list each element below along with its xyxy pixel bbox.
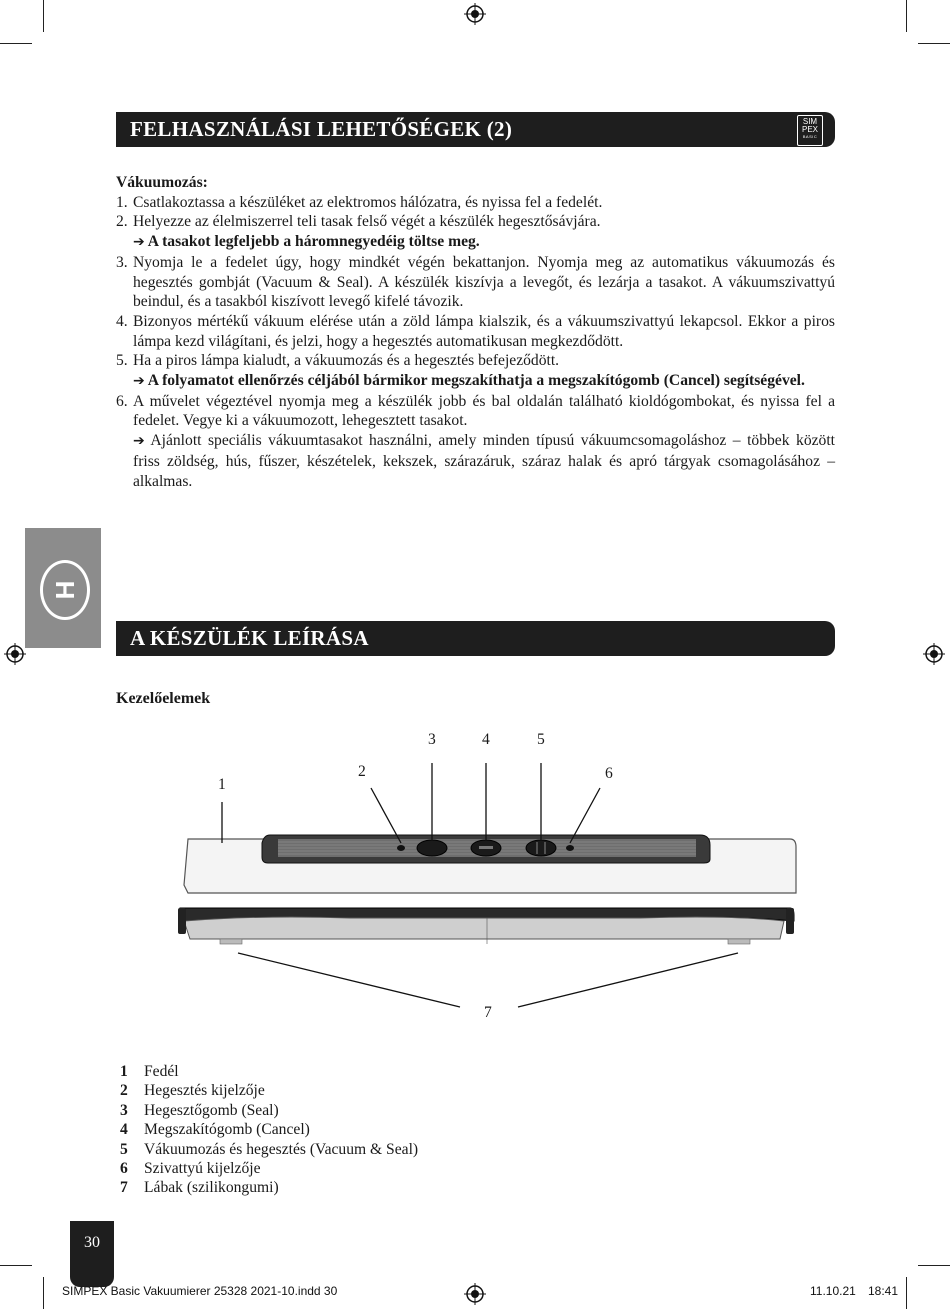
item-text: Bizonyos mértékű vákuum elérése után a zöld lámpa kialszik, és a vákuumszivattyú lekapcsol. Ekkor a piros lámpa kezd világítani, és jelzi, hogy a hegesztés automatikusan megkezdődött. — [133, 312, 835, 350]
legend-row — [120, 1081, 418, 1100]
registration-mark-icon — [464, 3, 486, 25]
registration-mark-icon — [4, 643, 26, 665]
legend-label: Hegesztőgomb (Seal) — [144, 1101, 279, 1119]
list-item — [116, 392, 835, 431]
legend-row — [120, 1101, 418, 1120]
item-number: 2. — [116, 213, 128, 231]
legend-label: Vákuumozás és hegesztés (Vacuum & Seal) — [144, 1140, 419, 1158]
registration-mark-icon — [464, 1283, 486, 1305]
item-number: 1. — [116, 193, 128, 211]
vacuum-instructions — [116, 173, 835, 491]
callout-label: 5 — [537, 731, 545, 748]
note — [116, 431, 835, 491]
callout-label: 1 — [218, 776, 226, 793]
device-foot — [220, 939, 242, 944]
subsection-heading: Vákuumozás: — [116, 174, 208, 191]
crop-mark — [0, 1265, 32, 1266]
callout-label: 6 — [605, 765, 613, 782]
item-number: 3. — [116, 253, 128, 271]
legend-row — [120, 1140, 418, 1159]
registration-mark-icon — [923, 643, 945, 665]
logo-text: PEX — [801, 125, 818, 134]
logo-text: BASIC — [802, 134, 818, 139]
legend-number: 2 — [120, 1082, 128, 1100]
legend-number: 3 — [120, 1101, 128, 1119]
section-header-bar — [116, 112, 835, 147]
section-title: FELHASZNÁLÁSI LEHETŐSÉGEK (2) — [130, 117, 513, 141]
callout-label: 3 — [428, 731, 436, 748]
legend-number: 7 — [120, 1179, 128, 1197]
language-letter: H — [50, 580, 80, 600]
arrow-icon: ➔ — [133, 373, 145, 390]
crop-mark — [906, 1277, 907, 1309]
legend-number: 1 — [120, 1063, 128, 1080]
device-diagram — [170, 725, 810, 1035]
language-tab — [25, 528, 101, 648]
legend-label: Lábak (szilikongumi) — [144, 1179, 279, 1197]
seal-indicator — [397, 845, 405, 851]
note-text: Ajánlott speciális vákuumtasakot használni, amely minden típusú vákuumcsomagoláshoz – többek között friss zöldség, hús, fűszer, készételek, kekszek, szárazáruk, száraz halak és apró tárgyak csomagolásához – alkalmas. — [133, 432, 835, 490]
pump-indicator — [566, 845, 574, 851]
item-number: 5. — [116, 352, 128, 370]
legend-number: 6 — [120, 1160, 128, 1178]
logo-text: SIM — [802, 117, 818, 126]
crop-mark — [906, 0, 907, 32]
legend-label: Fedél — [144, 1063, 179, 1080]
callout-label: 7 — [484, 1004, 492, 1021]
list-item — [116, 253, 835, 312]
device-foot — [728, 939, 750, 944]
list-item — [116, 312, 835, 351]
item-text: A művelet végeztével nyomja meg a készülék jobb és bal oldalán található kioldógombokat, és nyissa fel a fedelet. Vegye ki a vákuumozott, lehegesztett tasakot. — [133, 392, 835, 430]
legend-row — [120, 1062, 418, 1081]
legend-label: Megszakítógomb (Cancel) — [144, 1121, 310, 1139]
footer-date: 11.10.21 — [810, 1284, 856, 1298]
note — [116, 371, 835, 392]
legend-number: 4 — [120, 1121, 128, 1139]
crop-mark — [0, 43, 32, 44]
section-header-bar — [116, 621, 835, 656]
arrow-icon: ➔ — [133, 433, 145, 450]
legend-row — [120, 1178, 418, 1197]
callout-label: 2 — [358, 763, 366, 780]
legend-label: Szivattyú kijelzője — [144, 1160, 261, 1178]
parts-legend — [120, 1062, 418, 1198]
footer-file: SIMPEX Basic Vakuumierer 25328 2021-10.indd 30 — [62, 1284, 338, 1298]
note-text: A folyamatot ellenőrzés céljából bármikor megszakíthatja a megszakítógomb (Cancel) segítségével. — [147, 372, 805, 390]
item-text: Csatlakoztassa a készüléket az elektromos hálózatra, és nyissa fel a fedelét. — [133, 193, 603, 211]
note — [116, 232, 835, 253]
vacuum-seal-button — [526, 840, 556, 856]
item-number: 4. — [116, 312, 128, 330]
legend-row — [120, 1159, 418, 1178]
page-number-tab — [70, 1221, 114, 1287]
item-text: Nyomja le a fedelet úgy, hogy mindkét végén bekattanjon. Nyomja meg az automatikus vákuumozás és hegesztés gombját (Vacuum & Seal). A készülék kiszívja a levegőt, és lezárja a tasakot. A vákuumszivattyú beindul, és a tasakból kiszívott levegő kifelé távozik. — [133, 253, 835, 311]
page-number: 30 — [84, 1234, 100, 1251]
item-text: Ha a piros lámpa kialudt, a vákuumozás és a hegesztés befejeződött. — [133, 352, 560, 370]
legend-number: 5 — [120, 1140, 128, 1158]
device-base — [184, 917, 784, 939]
item-text: Helyezze az élelmiszerrel teli tasak felső végét a készülék hegesztősávjára. — [133, 213, 601, 231]
language-badge — [40, 560, 90, 620]
seal-button — [417, 840, 447, 856]
crop-mark — [43, 1277, 44, 1309]
list-item — [116, 351, 835, 371]
subsection-heading: Kezelőelemek — [116, 690, 211, 707]
legend-row — [120, 1120, 418, 1139]
crop-mark — [43, 0, 44, 32]
crop-mark — [918, 43, 950, 44]
legend-label: Hegesztés kijelzője — [144, 1082, 265, 1100]
section-title: A KÉSZÜLÉK LEÍRÁSA — [130, 626, 369, 650]
callout-label: 4 — [482, 731, 490, 748]
arrow-icon: ➔ — [133, 234, 145, 251]
list-item — [116, 193, 835, 213]
list-item — [116, 212, 835, 232]
footer-time: 18:41 — [868, 1284, 899, 1298]
brand-logo — [797, 115, 823, 146]
crop-mark — [918, 1265, 950, 1266]
note-text: A tasakot legfeljebb a háromnegyedéig töltse meg. — [147, 233, 480, 251]
item-number: 6. — [116, 392, 128, 410]
